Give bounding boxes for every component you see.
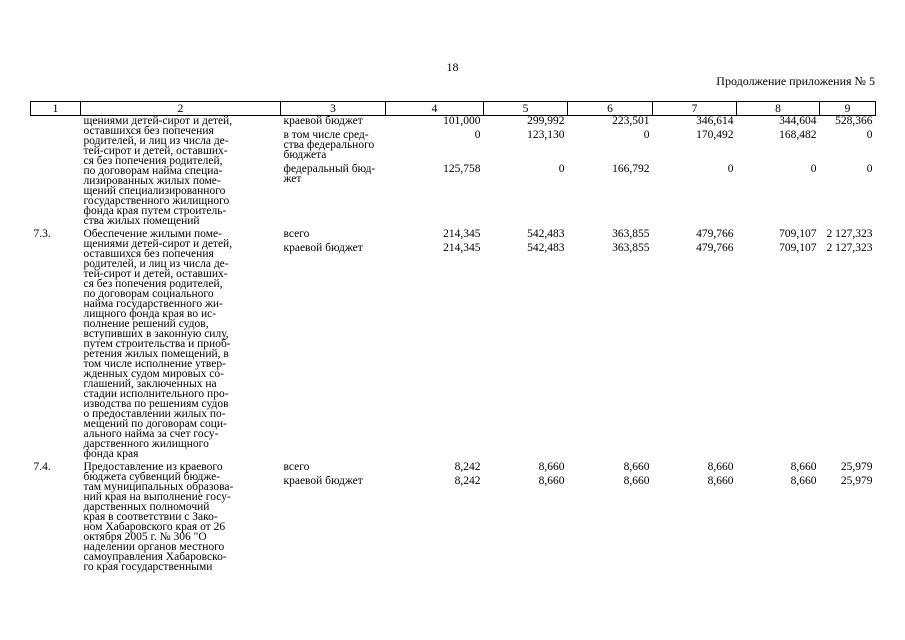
description-line: края в соответствии с Зако- [83, 511, 218, 523]
year-value-cell [820, 459, 876, 572]
description-line: ального найма за счет госу- [83, 428, 219, 440]
amount-value: 0 [727, 163, 734, 175]
description-line: ном Хабаровского края от 26 [83, 521, 226, 533]
description-line: родителей, и лиц из числа де- [83, 258, 229, 270]
amount-value: 2 127,323 [826, 228, 873, 240]
item-description [81, 116, 281, 227]
year-value-cell [737, 459, 820, 572]
continuation-title: Продолжение приложения № 5 [716, 74, 875, 88]
amount-value: 168,482 [779, 129, 817, 141]
funding-source-text: бюджета [283, 149, 327, 161]
year-value-cell [568, 226, 653, 459]
amount-value: 25,979 [840, 475, 873, 487]
amount-value: 363,855 [612, 242, 650, 254]
description-line: жденных судом мировых со- [83, 368, 224, 380]
description-line: тей-сирот и детей, оставших- [83, 145, 228, 157]
year-value-cell [568, 116, 653, 227]
funding-source-entry [284, 476, 383, 486]
amount-value: 0 [474, 129, 481, 141]
amount-value: 0 [558, 163, 565, 175]
amount-value: 8,242 [454, 475, 481, 487]
description-line: путем строительства и приоб- [83, 338, 231, 350]
description-line: дарственного жилищного [83, 438, 209, 450]
description-line: по договорам найма специа- [83, 165, 223, 177]
table-row [31, 459, 876, 572]
column-number-header [31, 102, 876, 116]
funding-source-entry [284, 462, 383, 472]
funding-source-text: федеральный бюд- [283, 163, 376, 175]
amount-value: 2 127,323 [826, 242, 873, 254]
amount-value: 123,130 [527, 129, 565, 141]
amount-value: 101,000 [443, 115, 481, 127]
amount-value: 214,345 [443, 228, 481, 240]
amount-value: 223,501 [612, 115, 650, 127]
table-row [31, 116, 876, 227]
year-value-cell [653, 459, 737, 572]
funding-source-text: краевой бюджет [283, 242, 363, 254]
item-number: 7.3. [33, 228, 51, 240]
description-line: Предоставление из краевого [83, 461, 223, 473]
column-header: 3 [281, 102, 386, 116]
year-value-cell [386, 459, 484, 572]
description-line: вступивших в законную силу, [83, 328, 229, 340]
description-line: мещений по договорам соци- [83, 418, 227, 430]
description-line: найма государственного жи- [83, 298, 223, 310]
description-line: фонда края путем строитель- [83, 205, 227, 217]
description-line: государственного жилищного [83, 195, 230, 207]
funding-source-text: всего [283, 461, 310, 473]
funding-source [281, 226, 386, 459]
amount-value: 8,660 [790, 461, 817, 473]
amount-value: 0 [866, 163, 873, 175]
amount-value: 344,604 [779, 115, 817, 127]
funding-source-text: в том числе сред- [283, 129, 369, 141]
amount-value: 0 [810, 163, 817, 175]
amount-value: 8,660 [790, 475, 817, 487]
budget-table [30, 101, 876, 572]
funding-source-entry [284, 164, 383, 184]
column-header: 6 [568, 102, 653, 116]
year-value-cell [737, 116, 820, 227]
amount-value: 479,766 [696, 242, 734, 254]
amount-value: 214,345 [443, 242, 481, 254]
year-value-cell [484, 459, 568, 572]
table-body [31, 116, 876, 573]
description-line: самоуправления Хабаровско- [83, 551, 227, 563]
description-line: дарственных полномочий [83, 501, 210, 513]
column-header: 7 [653, 102, 737, 116]
description-line: ний края на выполнение госу- [83, 491, 231, 503]
description-line: по договорам социального [83, 288, 214, 300]
description-line: щениями детей-сирот и детей, [83, 238, 233, 250]
description-line: ства жилых помещений [83, 215, 200, 227]
year-value-cell [386, 116, 484, 227]
amount-value: 709,107 [779, 228, 817, 240]
amount-value: 709,107 [779, 242, 817, 254]
column-header: 2 [81, 102, 281, 116]
description-line: о предоставлении жилых по- [83, 408, 226, 420]
amount-value: 170,492 [696, 129, 734, 141]
year-value-cell [653, 226, 737, 459]
page-number: 18 [446, 60, 459, 74]
column-header: 1 [31, 102, 81, 116]
funding-source-entry [284, 130, 383, 160]
description-line: Обеспечение жилыми поме- [83, 228, 222, 240]
description-line: щениями детей-сирот и детей, [83, 115, 233, 127]
amount-value: 0 [866, 129, 873, 141]
amount-value: 8,660 [623, 461, 650, 473]
description-line: ся без попечения родителей, [83, 278, 223, 290]
description-line: ся без попечения родителей, [83, 155, 223, 167]
amount-value: 0 [643, 129, 650, 141]
amount-value: 8,660 [707, 461, 734, 473]
year-value-cell [386, 226, 484, 459]
description-line: лизированных жилых поме- [83, 175, 221, 187]
funding-source-text: всего [283, 228, 310, 240]
description-line: фонда края [83, 448, 139, 460]
funding-source [281, 459, 386, 572]
year-value-cell [484, 226, 568, 459]
description-line: наделении органов местного [83, 541, 225, 553]
funding-source-text: ства федерального [283, 139, 375, 151]
table-row [31, 226, 876, 459]
funding-source-text: краевой бюджет [283, 115, 363, 127]
year-value-cell [653, 116, 737, 227]
year-value-cell [820, 226, 876, 459]
description-line: октября 2005 г. № 306 "О [83, 531, 207, 543]
column-header: 8 [737, 102, 820, 116]
year-value-cell [568, 459, 653, 572]
year-value-cell [737, 226, 820, 459]
amount-value: 8,660 [538, 475, 565, 487]
funding-source-entry [284, 229, 383, 239]
funding-source [281, 116, 386, 227]
description-line: лищного фонда края во ис- [83, 308, 217, 320]
item-number [31, 116, 81, 227]
description-line: стадии исполнительного про- [83, 388, 229, 400]
description-line: оставшихся без попечения [83, 248, 214, 260]
amount-value: 542,483 [527, 242, 565, 254]
item-description [81, 459, 281, 572]
description-line: том числе исполнение утвер- [83, 358, 226, 370]
amount-value: 8,660 [538, 461, 565, 473]
column-header: 5 [484, 102, 568, 116]
funding-source-text: краевой бюджет [283, 475, 363, 487]
amount-value: 299,992 [527, 115, 565, 127]
amount-value: 542,483 [527, 228, 565, 240]
funding-source-entry [284, 116, 383, 126]
description-line: оставшихся без попечения [83, 125, 214, 137]
column-header: 9 [820, 102, 876, 116]
item-number: 7.4. [33, 461, 51, 473]
amount-value: 346,614 [696, 115, 734, 127]
column-header: 4 [386, 102, 484, 116]
amount-value: 8,660 [623, 475, 650, 487]
description-line: изводства по решениям судов [83, 398, 229, 410]
item-description [81, 226, 281, 459]
amount-value: 125,758 [443, 163, 481, 175]
description-line: глашений, заключенных на [83, 378, 217, 390]
funding-source-text: жет [283, 173, 302, 185]
amount-value: 166,792 [612, 163, 650, 175]
description-line: родителей, и лиц из числа де- [83, 135, 229, 147]
amount-value: 528,366 [835, 115, 873, 127]
description-line: ретения жилых помещений, в [83, 348, 229, 360]
amount-value: 8,242 [454, 461, 481, 473]
description-line: тей-сирот и детей, оставших- [83, 268, 228, 280]
description-line: бюджета субвенций бюдже- [83, 471, 221, 483]
year-value-cell [484, 116, 568, 227]
description-line: щений специализированного [83, 185, 226, 197]
description-line: го края государственными [83, 561, 213, 573]
amount-value: 363,855 [612, 228, 650, 240]
amount-value: 8,660 [707, 475, 734, 487]
description-line: там муниципальных образова- [83, 481, 234, 493]
amount-value: 25,979 [840, 461, 873, 473]
funding-source-entry [284, 243, 383, 253]
year-value-cell [820, 116, 876, 227]
description-line: полнение решений судов, [83, 318, 209, 330]
amount-value: 479,766 [696, 228, 734, 240]
